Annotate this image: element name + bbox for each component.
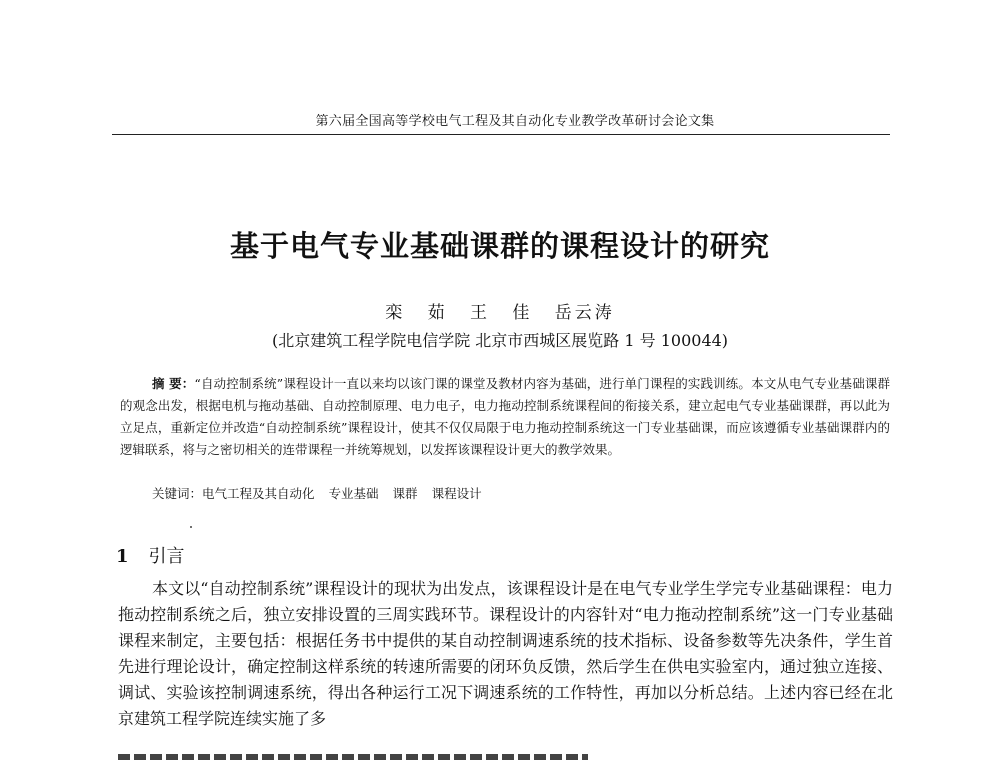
keyword-item: 专业基础 bbox=[328, 486, 379, 501]
affiliation: (北京建筑工程学院电信学院 北京市西城区展览路 1 号 100044) bbox=[271, 331, 729, 350]
body-paragraph bbox=[118, 576, 893, 732]
authors: 栾 茹 王 佳 岳云涛 bbox=[385, 303, 615, 323]
cut-off-ink bbox=[118, 754, 588, 760]
keyword-item: 课程设计 bbox=[431, 486, 482, 501]
running-head: 第六届全国高等学校电气工程及其自动化专业教学改革研讨会论文集 bbox=[315, 114, 715, 129]
paragraph-text: 本文以“自动控制系统”课程设计的现状为出发点，该课程设计是在电气专业学生学完专业基础课程：电力拖动控制系统之后，独立安排设置的三周实践环节。课程设计的内容针对“电力拖动控制系统”这一门专业基础课程来制定，主要包括：根据任务书中提供的某自动控制调速系统的技术指标、设备参数等先决条件，学生首先进行理论设计，确定控制这样系统的转速所需要的闭环负反馈，然后学生在供电实验室内，通过独立连接、调试、实验该控制调速系统，得出各种运行工况下调速系统的工作特性，再加以分析总结。上述内容已经在北京建筑工程学院连续实施了多 bbox=[118, 579, 893, 728]
section-heading bbox=[116, 542, 185, 568]
cut-off-line bbox=[118, 748, 893, 760]
keyword-item: 课群 bbox=[392, 486, 418, 501]
section-title: 引言 bbox=[148, 546, 185, 567]
paper-title: 基于电气专业基础课群的课程设计的研究 bbox=[229, 229, 770, 263]
keywords bbox=[152, 483, 892, 505]
scan-speck bbox=[190, 526, 192, 528]
keyword-item: 电气工程及其自动化 bbox=[202, 486, 315, 501]
header-rule bbox=[112, 134, 890, 135]
abstract-text: “自动控制系统”课程设计一直以来均以该门课的课堂及教材内容为基础，进行单门课程的实践训练。本文从电气专业基础课群的观念出发，根据电机与拖动基础、自动控制原理、电力电子，电力拖动控制系统课程间的衔接关系，建立起电气专业基础课群，再以此为立足点，重新定位并改造“自动控制系统”课程设计，使其不仅仅局限于电力拖动控制系统这一门专业基础课，而应该遵循专业基础课群内的逻辑联系，将与之密切相关的连带课程一并统筹规划，以发挥该课程设计更大的教学效果。 bbox=[120, 376, 890, 457]
abstract bbox=[120, 373, 890, 461]
keywords-label: 关键词： bbox=[152, 486, 203, 501]
section-number: 1 bbox=[116, 546, 129, 567]
abstract-label: 摘 要： bbox=[152, 376, 195, 391]
